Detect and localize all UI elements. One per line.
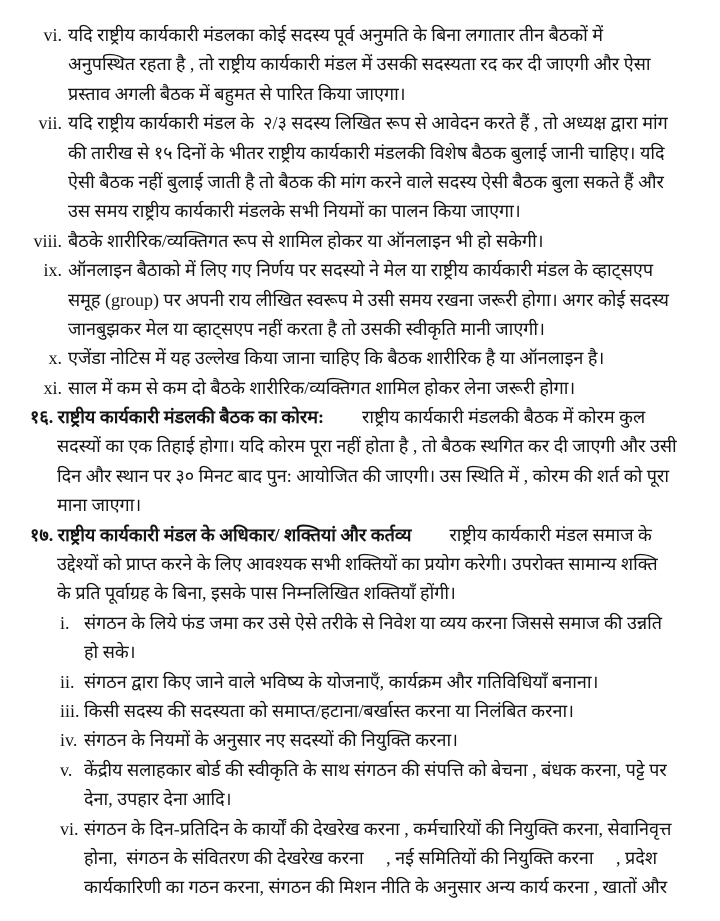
list-item (0, 521, 720, 550)
item-number: i. (60, 612, 70, 633)
text-line (0, 197, 720, 226)
list-item (0, 403, 720, 432)
text-line: माना जाएगा। (57, 495, 142, 516)
text-line (0, 344, 720, 373)
text-line (0, 315, 720, 344)
text-line (0, 668, 720, 697)
line-text: बैठके शारीरिक/व्यक्तिगत रूप से शामिल होकर या ऑनलाइन भी हो सकेगी। (68, 230, 544, 251)
line-text: देना, उपहार देना आदि। (84, 789, 232, 810)
text-line (0, 50, 720, 79)
line-text: उस समय राष्ट्रीय कार्यकारी मंडलके सभी नियमों का पालन किया जाएगा। (68, 201, 521, 222)
item-number: iii. (60, 700, 80, 721)
text-line (0, 873, 720, 902)
item-number: ii. (60, 671, 75, 692)
text-line: दिन और स्थान पर ३० मिनट बाद पुन: आयोजित की जाएगी। उस स्थिति में , कोरम की शर्त को पूरा (57, 465, 669, 486)
line-text: हो सके। (84, 642, 136, 663)
text-line: सदस्यों का एक तिहाई होगा। यदि कोरम पूरा नहीं होता है , तो बैठक स्थगित कर दी जाएगी और उसी (57, 436, 677, 457)
line-text: जानबुझकर मेल या व्हाट्सएप नहीं करता है तो उसकी स्वीकृति मानी जाएगी। (68, 318, 545, 339)
item-number: iv. (60, 730, 78, 751)
text-line (0, 609, 720, 638)
text-line (0, 139, 720, 168)
line-text: एजेंडा नोटिस में यह उल्लेख किया जाना चाहिए कि बैठक शारीरिक है या ऑनलाइन है। (68, 348, 605, 369)
line-text: होना, संगठन के संवितरण की देखरेख करना , नई समितियों की नियुक्ति करना , प्रदेश (84, 847, 658, 868)
text-line (0, 844, 720, 873)
text-line (0, 286, 720, 315)
item-heading: राष्ट्रीय कार्यकारी मंडलकी बैठक का कोरम: (57, 407, 325, 428)
item-number: vii. (38, 113, 62, 134)
line-text: केंद्रीय सलाहकार बोर्ड की स्वीकृति के साथ संगठन की संपत्ति को बेचना , बंधक करना, पट्टे पर (84, 759, 667, 780)
text-line: उद्देश्यों को प्राप्त करने के लिए आवश्यक सभी शक्तियों का प्रयोग करेगी। उपरोक्त सामान्य शक्ति (57, 554, 658, 575)
text-line (0, 697, 720, 726)
item-heading: राष्ट्रीय कार्यकारी मंडल के अधिकार/ शक्तियां और कर्तव्य (57, 524, 412, 545)
line-text: संगठन के लिये फंड जमा कर उसे ऐसे तरीके से निवेश या व्यय करना जिससे समाज की उन्नति (84, 612, 662, 633)
item-heading-rest: राष्ट्रीय कार्यकारी मंडल समाज के (449, 524, 652, 545)
line-text: संगठन के नियमों के अनुसार नए सदस्यों की नियुक्ति करना। (84, 730, 458, 751)
line-text: समूह (group) पर अपनी राय लीखित स्वरूप मे उसी समय रखना जरूरी होगा। अगर कोई सदस्य (68, 289, 669, 310)
line-text: प्रस्ताव अगली बैठक में बहुमत से पारित किया जाएगा। (68, 83, 406, 104)
item-number: xi. (43, 377, 62, 398)
line-text: यदि राष्ट्रीय कार्यकारी मंडलका कोई सदस्य पूर्व अनुमति के बिना लगातार तीन बैठकों में (68, 25, 604, 45)
line-text: संगठन के दिन-प्रतिदिन के कार्यों की देखरेख करना , कर्मचारियों की नियुक्ति करना, सेवानिवृत्त (84, 818, 672, 839)
text-line (0, 227, 720, 256)
item-number: vi. (43, 25, 62, 45)
item-heading-rest: राष्ट्रीय कार्यकारी मंडलकी बैठक में कोरम कुल (362, 407, 646, 428)
text-line (0, 638, 720, 667)
item-number: १६. (30, 407, 54, 428)
text-line (0, 168, 720, 197)
line-text: ऑनलाइन बैठाको में लिए गए निर्णय पर सदस्यो ने मेल या राष्ट्रीय कार्यकारी मंडल के व्हाट्सएप (68, 260, 654, 281)
text-line (0, 21, 720, 50)
line-text: कार्यकारिणी का गठन करना, संगठन की मिशन नीति के अनुसार अन्य कार्य करना , खातों और (84, 877, 668, 898)
line-text: संगठन द्वारा किए जाने वाले भविष्य के योजनाएँ, कार्यक्रम और गतिविधियाँ बनाना। (84, 671, 599, 692)
item-number: viii. (33, 230, 62, 251)
text-line (0, 726, 720, 755)
text-line (0, 785, 720, 814)
text-line (0, 756, 720, 785)
text-line (0, 80, 720, 109)
item-number: x. (48, 348, 62, 369)
line-text: यदि राष्ट्रीय कार्यकारी मंडल के २/३ सदस्य लिखित रूप से आवेदन करते हैं , तो अध्यक्ष द्वारा मांग (68, 113, 668, 134)
text-line (0, 815, 720, 844)
text-line (0, 109, 720, 138)
line-text: किसी सदस्य की सदस्यता को समाप्त/हटाना/बर्खास्त करना या निलंबित करना। (84, 700, 574, 721)
item-number: ix. (43, 260, 62, 281)
text-line (0, 374, 720, 403)
line-text: की तारीख से १५ दिनों के भीतर राष्ट्रीय कार्यकारी मंडलकी विशेष बैठक बुलाई जानी चाहिए। यदि (68, 142, 665, 163)
item-number: vi. (60, 818, 79, 839)
text-line (0, 256, 720, 285)
item-number: १७. (30, 524, 54, 545)
item-number: v. (60, 759, 73, 780)
line-text: साल में कम से कम दो बैठके शारीरिक/व्यक्तिगत शामिल होकर लेना जरूरी होगा। (68, 377, 576, 398)
line-text: अनुपस्थित रहता है , तो राष्ट्रीय कार्यकारी मंडल में उसकी सदस्यता रद कर दी जाएगी और ऐसा (68, 54, 651, 75)
text-line: के प्रति पूर्वाग्रह के बिना, इसके पास निम्नलिखित शक्तियाँ होंगी। (57, 583, 456, 604)
line-text: ऐसी बैठक नहीं बुलाई जाती है तो बैठक की मांग करने वाले सदस्य ऐसी बैठक बुला सकते हैं और (68, 171, 664, 192)
